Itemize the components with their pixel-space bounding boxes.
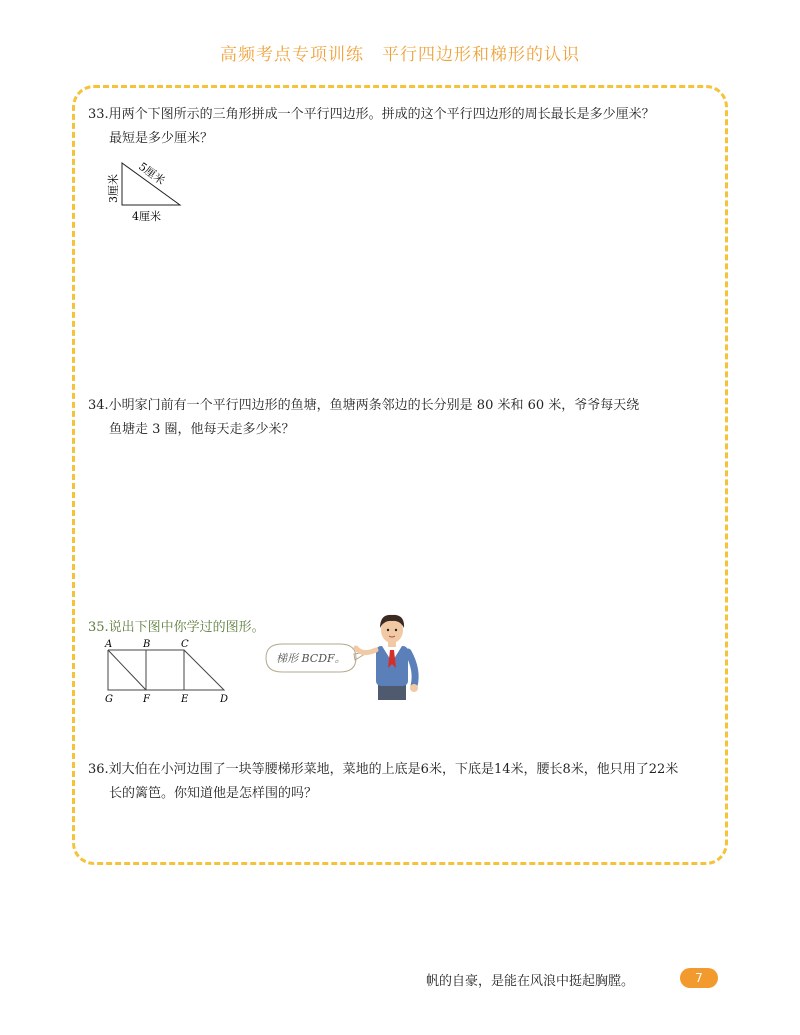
question-33-line1: 33.用两个下图所示的三角形拼成一个平行四边形。拼成的这个平行四边形的周长最长是多少厘米？ bbox=[88, 107, 655, 122]
label-a: A bbox=[105, 639, 113, 650]
outline-shape bbox=[108, 650, 224, 690]
label-f: F bbox=[143, 694, 150, 705]
triangle-label-4: 4厘米 bbox=[132, 210, 161, 223]
speech-bubble-text: 梯形 BCDF。 bbox=[276, 652, 346, 665]
triangle-label-3: 3厘米 bbox=[107, 174, 120, 203]
label-b: B bbox=[143, 639, 151, 650]
question-33 bbox=[88, 103, 708, 151]
line-a-f bbox=[108, 650, 146, 690]
triangle-label-5: 5厘米 bbox=[136, 159, 168, 188]
footer-quote: 帆的自豪，是能在风浪中挺起胸膛。 bbox=[426, 974, 635, 989]
boy-illustration bbox=[348, 610, 430, 702]
question-35-title: 35.说出下图中你学过的图形。 bbox=[88, 620, 265, 635]
question-34 bbox=[88, 394, 708, 442]
shapes-figure bbox=[100, 636, 235, 706]
page-header: 高频考点专项训练 平行四边形和梯形的认识 bbox=[220, 45, 580, 65]
triangle-figure bbox=[100, 155, 200, 230]
question-36-line2: 长的篱笆。你知道他是怎样围的吗？ bbox=[109, 786, 318, 801]
label-e: E bbox=[181, 694, 189, 705]
page-number: 7 bbox=[680, 968, 718, 988]
label-c: C bbox=[181, 639, 189, 650]
label-g: G bbox=[105, 694, 113, 705]
question-33-line2: 最短是多少厘米？ bbox=[109, 131, 214, 146]
question-34-line1: 34.小明家门前有一个平行四边形的鱼塘，鱼塘两条邻边的长分别是 80 米和 60 米，爷爷每天绕 bbox=[88, 398, 640, 413]
question-36-line1: 36.刘大伯在小河边围了一块等腰梯形菜地，菜地的上底是6米，下底是14米，腰长8米，他只用了22米 bbox=[88, 762, 679, 777]
label-d: D bbox=[220, 694, 229, 705]
question-36 bbox=[88, 758, 708, 806]
question-34-line2: 鱼塘走 3 圈，他每天走多少米？ bbox=[109, 422, 295, 437]
